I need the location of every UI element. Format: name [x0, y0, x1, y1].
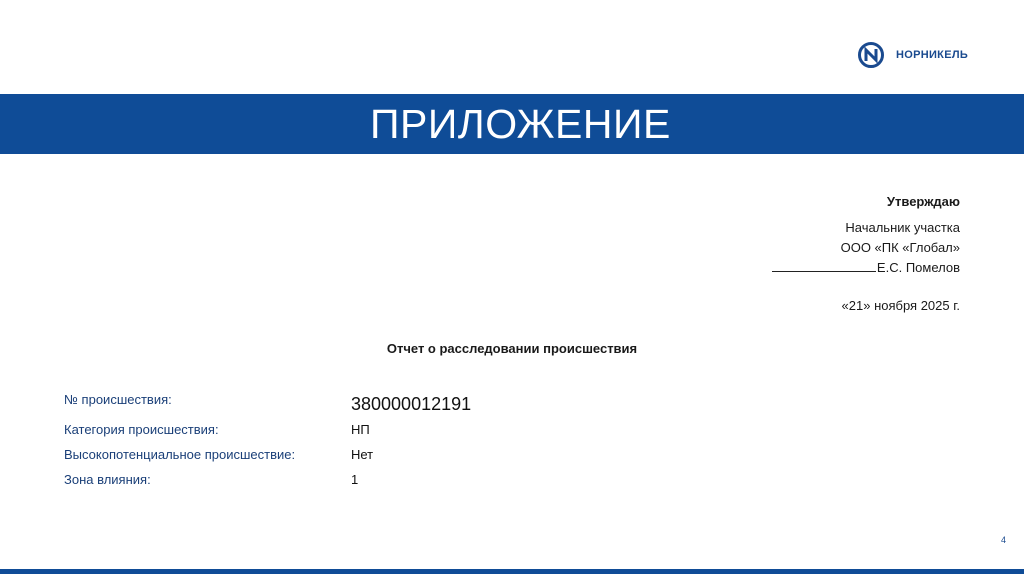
field-label: Высокопотенциальное происшествие:	[64, 447, 296, 462]
field-label: Категория происшествия:	[64, 422, 219, 437]
approval-block	[660, 192, 960, 316]
field-value: 380000012191	[351, 394, 472, 414]
logo-text: НОРНИКЕЛЬ	[896, 49, 969, 61]
footer-bar	[0, 569, 1024, 574]
report-title: Отчет о расследовании происшествия	[386, 341, 638, 356]
approval-date: «21» ноября 2025 г.	[841, 298, 960, 313]
approval-position: Начальник участка	[845, 220, 960, 235]
approval-signature-row	[660, 258, 960, 278]
page-title: ПРИЛОЖЕНИЕ	[370, 101, 671, 147]
approval-heading: Утверждаю	[886, 194, 960, 209]
field-value: Нет	[351, 447, 374, 462]
signature-line	[772, 258, 876, 272]
field-label: № происшествия:	[64, 392, 172, 407]
nornickel-logo-icon	[858, 42, 892, 68]
page-number: 4	[1000, 535, 1006, 545]
field-value: 1	[351, 472, 359, 487]
title-banner	[0, 94, 1024, 154]
field-label: Зона влияния:	[64, 472, 151, 487]
approval-signatory: Е.С. Помелов	[876, 260, 960, 275]
company-logo	[858, 42, 968, 68]
field-value: НП	[351, 422, 370, 437]
approval-company: ООО «ПК «Глобал»	[840, 240, 960, 255]
